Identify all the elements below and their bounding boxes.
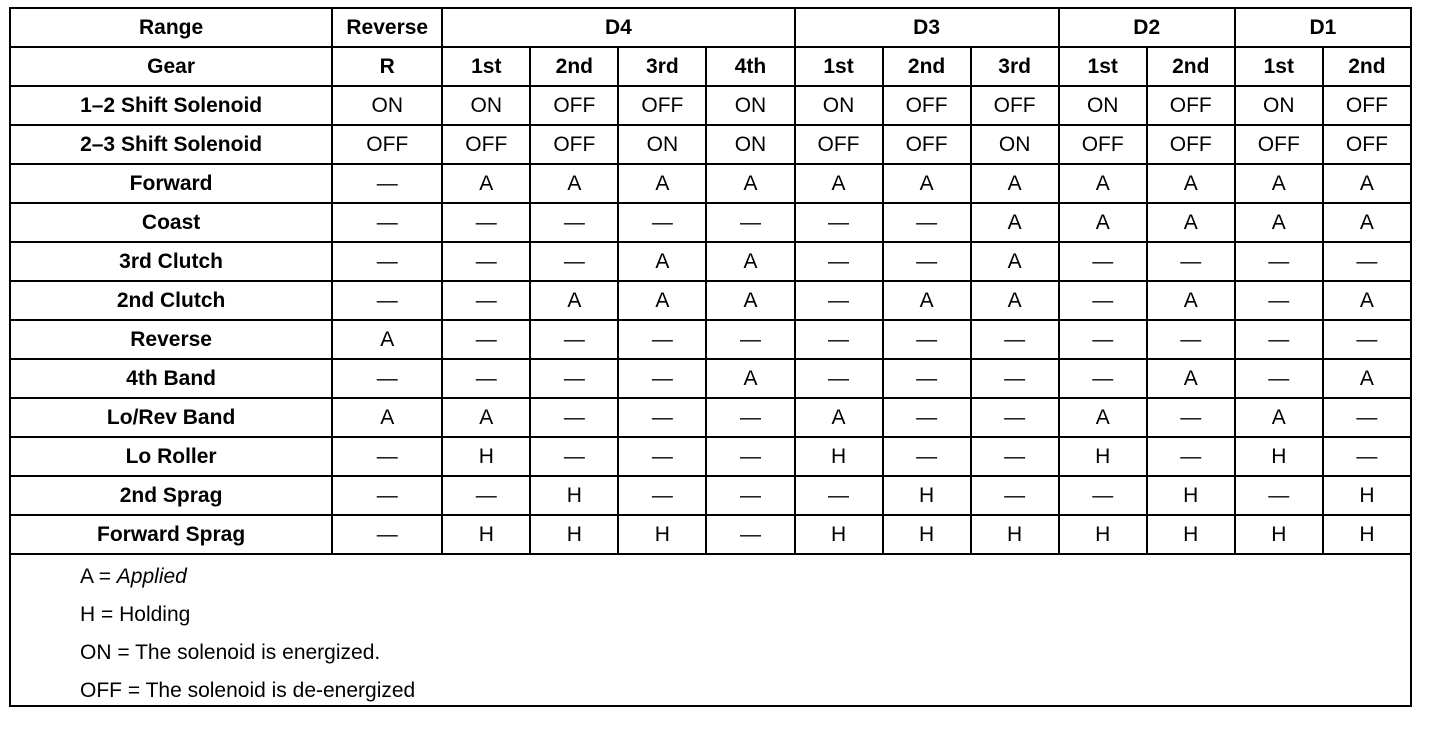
row-label: Lo/Rev Band bbox=[10, 398, 332, 437]
table-cell: ON bbox=[706, 86, 794, 125]
row-label: 2nd Clutch bbox=[10, 281, 332, 320]
table-cell: — bbox=[442, 476, 530, 515]
table-cell: A bbox=[1323, 359, 1411, 398]
table-cell: A bbox=[442, 164, 530, 203]
table-cell: OFF bbox=[971, 86, 1059, 125]
table-cell: — bbox=[706, 203, 794, 242]
table-cell: — bbox=[706, 398, 794, 437]
table-cell: — bbox=[706, 476, 794, 515]
row-label: 2nd Sprag bbox=[10, 476, 332, 515]
table-row bbox=[10, 437, 1411, 476]
range-group-header: D4 bbox=[442, 8, 794, 47]
table-cell: — bbox=[1059, 281, 1147, 320]
table-cell: — bbox=[618, 437, 706, 476]
gear-header-cell: 3rd bbox=[971, 47, 1059, 86]
table-cell: A bbox=[1059, 398, 1147, 437]
gear-header-row bbox=[10, 47, 1411, 86]
table-cell: — bbox=[795, 281, 883, 320]
legend-key: ON bbox=[80, 641, 112, 664]
table-row bbox=[10, 242, 1411, 281]
table-cell: — bbox=[706, 320, 794, 359]
table-cell: H bbox=[530, 515, 618, 554]
table-cell: H bbox=[530, 476, 618, 515]
table-cell: — bbox=[332, 242, 442, 281]
table-cell: — bbox=[1147, 437, 1235, 476]
table-cell: — bbox=[332, 359, 442, 398]
legend-key: OFF bbox=[80, 679, 122, 702]
table-cell: H bbox=[883, 476, 971, 515]
table-row bbox=[10, 125, 1411, 164]
table-cell: — bbox=[618, 398, 706, 437]
gear-header-cell: 3rd bbox=[618, 47, 706, 86]
table-cell: A bbox=[971, 164, 1059, 203]
legend-item bbox=[80, 601, 1410, 639]
table-cell: — bbox=[618, 476, 706, 515]
table-cell: — bbox=[530, 359, 618, 398]
legend-item bbox=[80, 639, 1410, 677]
table-cell: H bbox=[795, 515, 883, 554]
table-row bbox=[10, 359, 1411, 398]
table-cell: — bbox=[1323, 320, 1411, 359]
table-cell: A bbox=[1235, 203, 1323, 242]
table-cell: A bbox=[971, 242, 1059, 281]
table-cell: ON bbox=[706, 125, 794, 164]
table-row bbox=[10, 86, 1411, 125]
table-cell: A bbox=[883, 281, 971, 320]
table-cell: OFF bbox=[332, 125, 442, 164]
table-cell: ON bbox=[1235, 86, 1323, 125]
legend-separator: = bbox=[122, 679, 146, 702]
range-group-header: D1 bbox=[1235, 8, 1411, 47]
row-label: Forward Sprag bbox=[10, 515, 332, 554]
table-cell: A bbox=[1059, 203, 1147, 242]
table-cell: A bbox=[795, 398, 883, 437]
table-cell: — bbox=[332, 203, 442, 242]
table-cell: — bbox=[1235, 359, 1323, 398]
row-label: 4th Band bbox=[10, 359, 332, 398]
table-cell: H bbox=[442, 437, 530, 476]
gear-label: Gear bbox=[10, 47, 332, 86]
table-cell: — bbox=[706, 515, 794, 554]
table-cell: A bbox=[1323, 203, 1411, 242]
table-cell: OFF bbox=[1235, 125, 1323, 164]
table-cell: — bbox=[706, 437, 794, 476]
legend-separator: = bbox=[95, 603, 120, 626]
gear-header-cell: 1st bbox=[442, 47, 530, 86]
table-cell: A bbox=[332, 320, 442, 359]
table-cell: ON bbox=[618, 125, 706, 164]
table-cell: — bbox=[442, 242, 530, 281]
gear-header-cell: 2nd bbox=[1147, 47, 1235, 86]
range-group-header: D2 bbox=[1059, 8, 1235, 47]
table-cell: H bbox=[795, 437, 883, 476]
table-cell: — bbox=[883, 437, 971, 476]
range-group-header: D3 bbox=[795, 8, 1059, 47]
legend-description: Holding bbox=[119, 603, 191, 626]
table-row bbox=[10, 320, 1411, 359]
table-cell: — bbox=[883, 359, 971, 398]
table-cell: — bbox=[795, 242, 883, 281]
table-row bbox=[10, 203, 1411, 242]
table-cell: A bbox=[1147, 281, 1235, 320]
row-label: 1–2 Shift Solenoid bbox=[10, 86, 332, 125]
table-cell: — bbox=[1235, 242, 1323, 281]
table-cell: — bbox=[971, 437, 1059, 476]
table-cell: H bbox=[971, 515, 1059, 554]
table-cell: A bbox=[530, 164, 618, 203]
table-row bbox=[10, 281, 1411, 320]
table-cell: — bbox=[1235, 476, 1323, 515]
application-table bbox=[9, 7, 1412, 555]
table-cell: A bbox=[618, 164, 706, 203]
legend-description: The solenoid is energized. bbox=[135, 641, 381, 664]
table-cell: — bbox=[883, 203, 971, 242]
table-cell: H bbox=[1323, 476, 1411, 515]
row-label: 3rd Clutch bbox=[10, 242, 332, 281]
table-cell: — bbox=[530, 398, 618, 437]
table-cell: — bbox=[332, 515, 442, 554]
legend-description: The solenoid is de-energized bbox=[145, 679, 416, 702]
table-cell: H bbox=[1235, 515, 1323, 554]
table-cell: OFF bbox=[883, 86, 971, 125]
table-cell: — bbox=[1147, 320, 1235, 359]
table-cell: — bbox=[1323, 242, 1411, 281]
table-cell: A bbox=[971, 281, 1059, 320]
table-cell: — bbox=[530, 320, 618, 359]
table-cell: — bbox=[530, 242, 618, 281]
table-cell: OFF bbox=[1059, 125, 1147, 164]
table-cell: H bbox=[1323, 515, 1411, 554]
table-cell: — bbox=[1059, 476, 1147, 515]
table-cell: A bbox=[332, 398, 442, 437]
row-label: 2–3 Shift Solenoid bbox=[10, 125, 332, 164]
table-cell: — bbox=[971, 320, 1059, 359]
row-label: Reverse bbox=[10, 320, 332, 359]
table-cell: A bbox=[971, 203, 1059, 242]
table-cell: — bbox=[795, 320, 883, 359]
table-cell: A bbox=[442, 398, 530, 437]
legend-separator: = bbox=[92, 565, 117, 588]
table-cell: — bbox=[1059, 320, 1147, 359]
table-cell: OFF bbox=[795, 125, 883, 164]
table-cell: — bbox=[442, 320, 530, 359]
legend-separator: = bbox=[111, 641, 136, 664]
table-cell: A bbox=[1323, 281, 1411, 320]
range-group-header: Reverse bbox=[332, 8, 442, 47]
table-cell: H bbox=[442, 515, 530, 554]
table-row bbox=[10, 515, 1411, 554]
table-cell: — bbox=[1323, 437, 1411, 476]
range-header-row bbox=[10, 8, 1411, 47]
legend-notes bbox=[9, 555, 1412, 707]
range-label: Range bbox=[10, 8, 332, 47]
table-cell: — bbox=[971, 398, 1059, 437]
table-cell: H bbox=[1147, 476, 1235, 515]
table-cell: — bbox=[1235, 320, 1323, 359]
table-cell: — bbox=[332, 164, 442, 203]
table-row bbox=[10, 164, 1411, 203]
gear-header-cell: 4th bbox=[706, 47, 794, 86]
table-cell: — bbox=[795, 359, 883, 398]
table-cell: — bbox=[530, 203, 618, 242]
table-cell: OFF bbox=[1147, 125, 1235, 164]
table-cell: A bbox=[1323, 164, 1411, 203]
table-cell: — bbox=[1059, 359, 1147, 398]
table-cell: A bbox=[706, 359, 794, 398]
table-cell: — bbox=[971, 359, 1059, 398]
table-cell: ON bbox=[1059, 86, 1147, 125]
gear-header-cell: R bbox=[332, 47, 442, 86]
gear-header-cell: 2nd bbox=[530, 47, 618, 86]
table-cell: H bbox=[1147, 515, 1235, 554]
table-cell: A bbox=[706, 281, 794, 320]
table-cell: OFF bbox=[442, 125, 530, 164]
table-cell: A bbox=[1235, 398, 1323, 437]
legend-item bbox=[80, 563, 1410, 601]
table-cell: A bbox=[883, 164, 971, 203]
table-cell: H bbox=[1059, 437, 1147, 476]
table-cell: OFF bbox=[618, 86, 706, 125]
table-cell: H bbox=[883, 515, 971, 554]
table-cell: H bbox=[1059, 515, 1147, 554]
table-cell: — bbox=[795, 476, 883, 515]
table-cell: — bbox=[618, 203, 706, 242]
table-cell: OFF bbox=[1147, 86, 1235, 125]
row-label: Lo Roller bbox=[10, 437, 332, 476]
table-cell: OFF bbox=[883, 125, 971, 164]
table-cell: — bbox=[1323, 398, 1411, 437]
legend-key: H bbox=[80, 603, 96, 626]
table-cell: OFF bbox=[530, 125, 618, 164]
table-cell: ON bbox=[332, 86, 442, 125]
table-cell: A bbox=[706, 242, 794, 281]
table-cell: — bbox=[883, 320, 971, 359]
table-cell: — bbox=[1147, 242, 1235, 281]
gear-header-cell: 1st bbox=[795, 47, 883, 86]
table-cell: — bbox=[442, 203, 530, 242]
gear-header-cell: 1st bbox=[1235, 47, 1323, 86]
table-cell: A bbox=[1147, 164, 1235, 203]
table-cell: — bbox=[1235, 281, 1323, 320]
table-cell: A bbox=[1059, 164, 1147, 203]
table-cell: — bbox=[883, 398, 971, 437]
table-cell: — bbox=[442, 359, 530, 398]
gear-header-cell: 2nd bbox=[1323, 47, 1411, 86]
table-cell: — bbox=[332, 476, 442, 515]
table-row bbox=[10, 398, 1411, 437]
table-cell: — bbox=[1147, 398, 1235, 437]
table-cell: A bbox=[1147, 203, 1235, 242]
legend-item bbox=[80, 677, 1410, 715]
legend-description: Applied bbox=[116, 565, 187, 588]
gear-header-cell: 2nd bbox=[883, 47, 971, 86]
solenoid-application-chart bbox=[9, 7, 1412, 707]
table-cell: A bbox=[706, 164, 794, 203]
table-cell: A bbox=[1235, 164, 1323, 203]
table-cell: A bbox=[530, 281, 618, 320]
table-cell: A bbox=[1147, 359, 1235, 398]
table-cell: ON bbox=[442, 86, 530, 125]
table-cell: ON bbox=[795, 86, 883, 125]
table-cell: — bbox=[1059, 242, 1147, 281]
table-cell: A bbox=[618, 242, 706, 281]
table-cell: ON bbox=[971, 125, 1059, 164]
table-cell: A bbox=[618, 281, 706, 320]
table-cell: H bbox=[618, 515, 706, 554]
table-cell: A bbox=[795, 164, 883, 203]
table-cell: — bbox=[618, 320, 706, 359]
table-cell: OFF bbox=[530, 86, 618, 125]
table-cell: OFF bbox=[1323, 125, 1411, 164]
gear-header-cell: 1st bbox=[1059, 47, 1147, 86]
row-label: Forward bbox=[10, 164, 332, 203]
table-cell: — bbox=[883, 242, 971, 281]
table-body bbox=[10, 8, 1411, 554]
table-row bbox=[10, 476, 1411, 515]
legend-key: A bbox=[80, 565, 93, 588]
table-cell: — bbox=[971, 476, 1059, 515]
table-cell: — bbox=[332, 281, 442, 320]
table-cell: — bbox=[332, 437, 442, 476]
table-cell: — bbox=[618, 359, 706, 398]
table-cell: H bbox=[1235, 437, 1323, 476]
table-cell: — bbox=[795, 203, 883, 242]
row-label: Coast bbox=[10, 203, 332, 242]
table-cell: OFF bbox=[1323, 86, 1411, 125]
table-cell: — bbox=[442, 281, 530, 320]
table-cell: — bbox=[530, 437, 618, 476]
